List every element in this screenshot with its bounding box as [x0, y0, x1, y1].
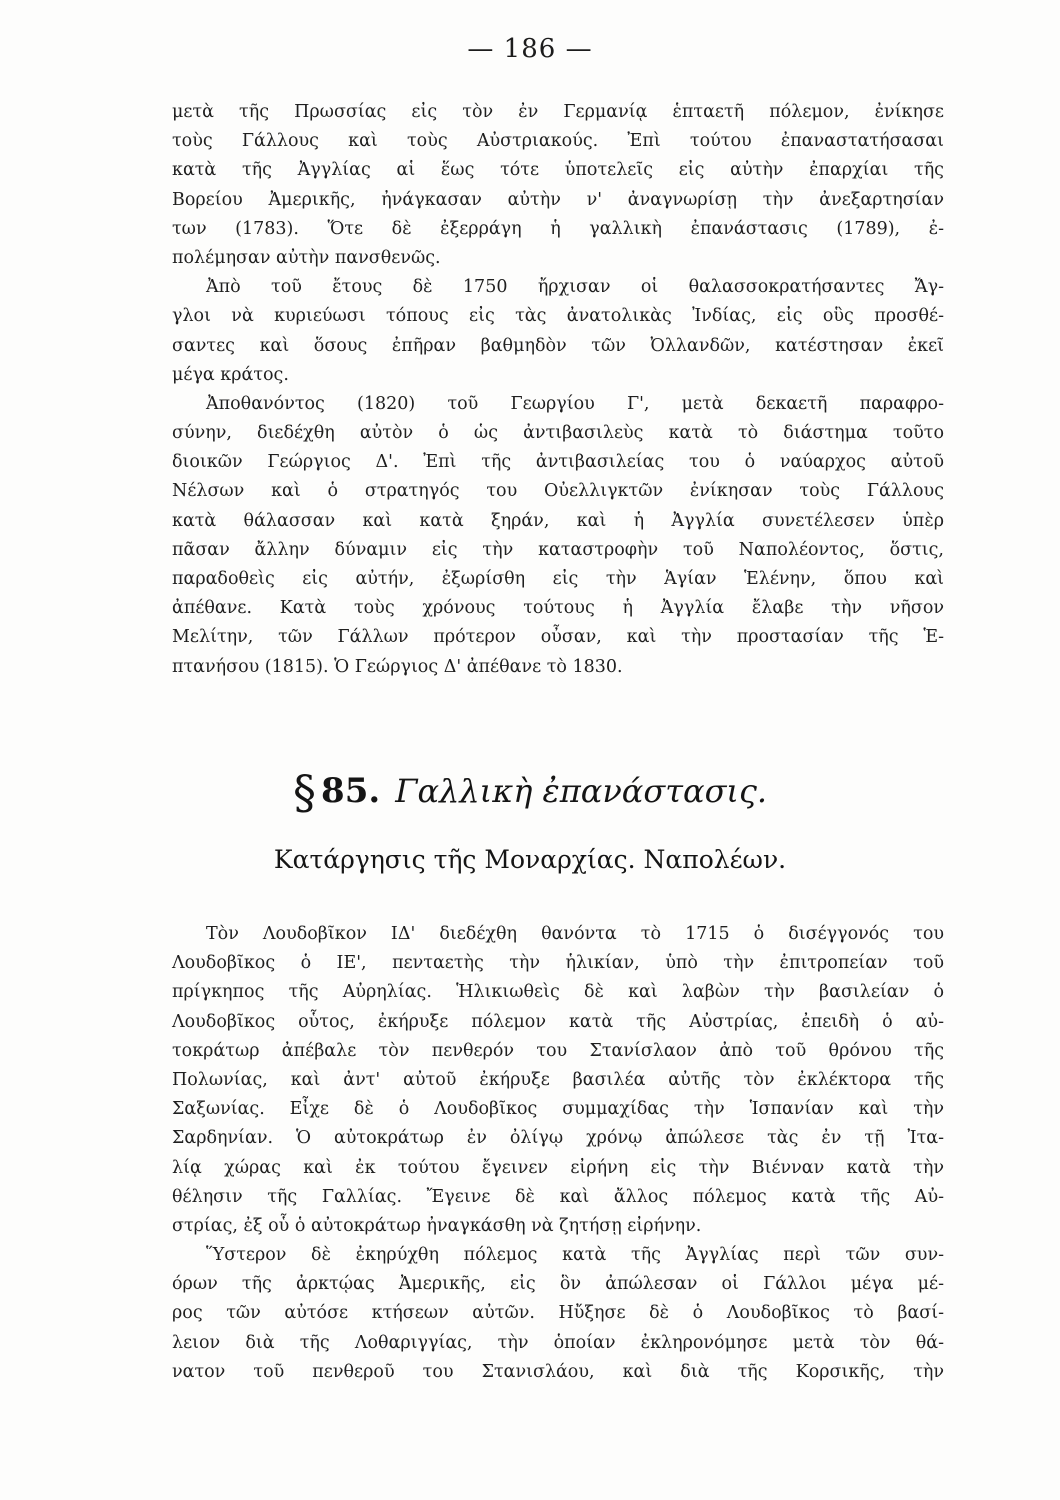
text-line: πρίγκηπος τῆς Αὐρηλίας. Ἡλικιωθεὶς δὲ καὶ λαβὼν τὴν βασιλείαν ὁ	[172, 982, 944, 1003]
section-subtitle: Κατάργησις τῆς Μοναρχίας. Ναπολέων.	[273, 845, 787, 874]
text-line: διοικῶν Γεώργιος Δ'. Ἐπὶ τῆς ἀντιβασιλείας του ὁ ναύαρχος αὐτοῦ	[172, 452, 944, 473]
text-line: Τὸν Λουδοβῖκον ΙΔ' διεδέχθη θανόντα τὸ 1715 ὁ δισέγγονός του	[206, 924, 944, 944]
text-line: ρος τῶν αὐτόσε κτήσεων αὐτῶν. Ηὔξησε δὲ ὁ Λουδοβῖκος τὸ βασί-	[172, 1303, 944, 1324]
text-line: Βορείου Ἀμερικῆς, ἠνάγκασαν αὐτὴν ν' ἀναγνωρίσῃ τὴν ἀνεξαρτησίαν	[172, 189, 944, 210]
text-line: Λουδοβῖκος οὗτος, ἐκήρυξε πόλεμον κατὰ τῆς Αὐστρίας, ἐπειδὴ ὁ αὐ-	[172, 1011, 944, 1032]
text-line: Ἀπὸ τοῦ ἔτους δὲ 1750 ἤρχισαν οἱ θαλασσοκρατήσαντες Ἄγ-	[206, 277, 944, 298]
text-line: Νέλσων καὶ ὁ στρατηγός του Οὐελλιγκτῶν ἐνίκησαν τοὺς Γάλλους	[172, 481, 944, 502]
text-line: κατὰ τῆς Ἀγγλίας αἱ ἕως τότε ὑποτελεῖς εἰς αὐτὴν ἐπαρχίαι τῆς	[172, 160, 944, 181]
text-line: Σαξωνίας. Εἶχε δὲ ὁ Λουδοβῖκος συμμαχίδας τὴν Ἱσπανίαν καὶ τὴν	[172, 1099, 944, 1120]
text-line: Ἀποθανόντος (1820) τοῦ Γεωργίου Γ', μετὰ δεκαετῆ παραφρο-	[206, 393, 944, 414]
text-line: σαντες καὶ ὅσους ἐπῆραν βαθμηδὸν τῶν Ὀλλανδῶν, κατέστησαν ἐκεῖ	[172, 335, 944, 356]
text-line: νατον τοῦ πενθεροῦ του Στανισλάου, καὶ διὰ τῆς Κορσικῆς, τὴν	[172, 1361, 944, 1382]
text-line: τοὺς Γάλλους καὶ τοὺς Αὐστριακούς. Ἐπὶ τούτου ἐπαναστατήσασαι	[172, 131, 944, 152]
text-line: στρίας, ἐξ οὗ ὁ αὐτοκράτωρ ἠναγκάσθη νὰ ζητήσῃ εἰρήνην.	[172, 1215, 702, 1236]
section-heading	[0, 765, 1060, 819]
text-line: λειον διὰ τῆς Λοθαριγγίας, τὴν ὁποίαν ἐκληρονόμησε μετὰ τὸν θά-	[172, 1332, 944, 1353]
text-line: θέλησιν τῆς Γαλλίας. Ἔγεινε δὲ καὶ ἄλλος πόλεμος κατὰ τῆς Αὐ-	[172, 1186, 944, 1207]
body-text-before-section	[172, 98, 944, 682]
text-line: μέγα κράτος.	[172, 364, 289, 385]
text-line: Σαρδηνίαν. Ὁ αὐτοκράτωρ ἐν ὀλίγῳ χρόνῳ ἀπώλεσε τὰς ἐν τῇ Ἰτα-	[172, 1128, 944, 1149]
text-line: λίᾳ χώρας καὶ ἐκ τούτου ἔγεινεν εἰρήνη εἰς τὴν Βιένναν κατὰ τὴν	[172, 1157, 944, 1178]
text-line: των (1783). Ὅτε δὲ ἐξερράγη ἡ γαλλικὴ ἐπανάστασις (1789), ἐ-	[172, 218, 944, 239]
text-line: Ὕστερον δὲ ἐκηρύχθη πόλεμος κατὰ τῆς Ἀγγλίας περὶ τῶν συν-	[206, 1245, 944, 1266]
section-symbol: §	[292, 765, 316, 819]
text-line: τοκράτωρ ἀπέβαλε τὸν πενθερόν του Στανίσλαον ἀπὸ τοῦ θρόνου τῆς	[172, 1040, 944, 1061]
text-line: κατὰ θάλασσαν καὶ κατὰ ξηράν, καὶ ἡ Ἀγγλία συνετέλεσεν ὑπὲρ	[172, 510, 944, 531]
text-line: Λουδοβῖκος ὁ ΙΕ', πενταετὴς τὴν ἡλικίαν, ὑπὸ τὴν ἐπιτροπείαν τοῦ	[172, 953, 944, 974]
body-text-after-section	[172, 920, 944, 1387]
text-line: πᾶσαν ἄλλην δύναμιν εἰς τὴν καταστροφὴν τοῦ Ναπολέοντος, ὅστις,	[172, 539, 944, 560]
section-title: Γαλλικὴ ἐπανάστασις.	[395, 772, 768, 810]
text-line: σύνην, διεδέχθη αὐτὸν ὁ ὡς ἀντιβασιλεὺς κατὰ τὸ διάστημα τοῦτο	[172, 423, 944, 444]
text-line: πτανήσου (1815). Ὁ Γεώργιος Δ' ἀπέθανε τὸ 1830.	[172, 656, 623, 677]
section-number: 85.	[321, 771, 381, 811]
text-line: ἀπέθανε. Κατὰ τοὺς χρόνους τούτους ἡ Ἀγγλία ἔλαβε τὴν νῆσον	[172, 598, 944, 619]
text-line: μετὰ τῆς Πρωσσίας εἰς τὸν ἐν Γερμανίᾳ ἑπταετῆ πόλεμον, ἐνίκησε	[172, 102, 944, 122]
text-line: παραδοθεὶς εἰς αὐτήν, ἐξωρίσθη εἰς τὴν Ἁγίαν Ἑλένην, ὅπου καὶ	[172, 569, 944, 589]
page-number: — 186 —	[467, 34, 593, 64]
text-line: Πολωνίας, καὶ ἀντ' αὐτοῦ ἐκήρυξε βασιλέα αὐτῆς τὸν ἐκλέκτορα τῆς	[172, 1069, 944, 1090]
text-line: γλοι νὰ κυριεύωσι τόπους εἰς τὰς ἀνατολικὰς Ἰνδίας, εἰς οὓς προσθέ-	[172, 306, 944, 327]
text-line: όρων τῆς ἀρκτῴας Ἀμερικῆς, εἰς ὃν ἀπώλεσαν οἱ Γάλλοι μέγα μέ-	[172, 1274, 944, 1295]
text-line: Μελίτην, τῶν Γάλλων πρότερον οὖσαν, καὶ τὴν προστασίαν τῆς Ἑ-	[172, 627, 944, 648]
text-line: πολέμησαν αὐτὴν πανσθενῶς.	[172, 247, 441, 268]
